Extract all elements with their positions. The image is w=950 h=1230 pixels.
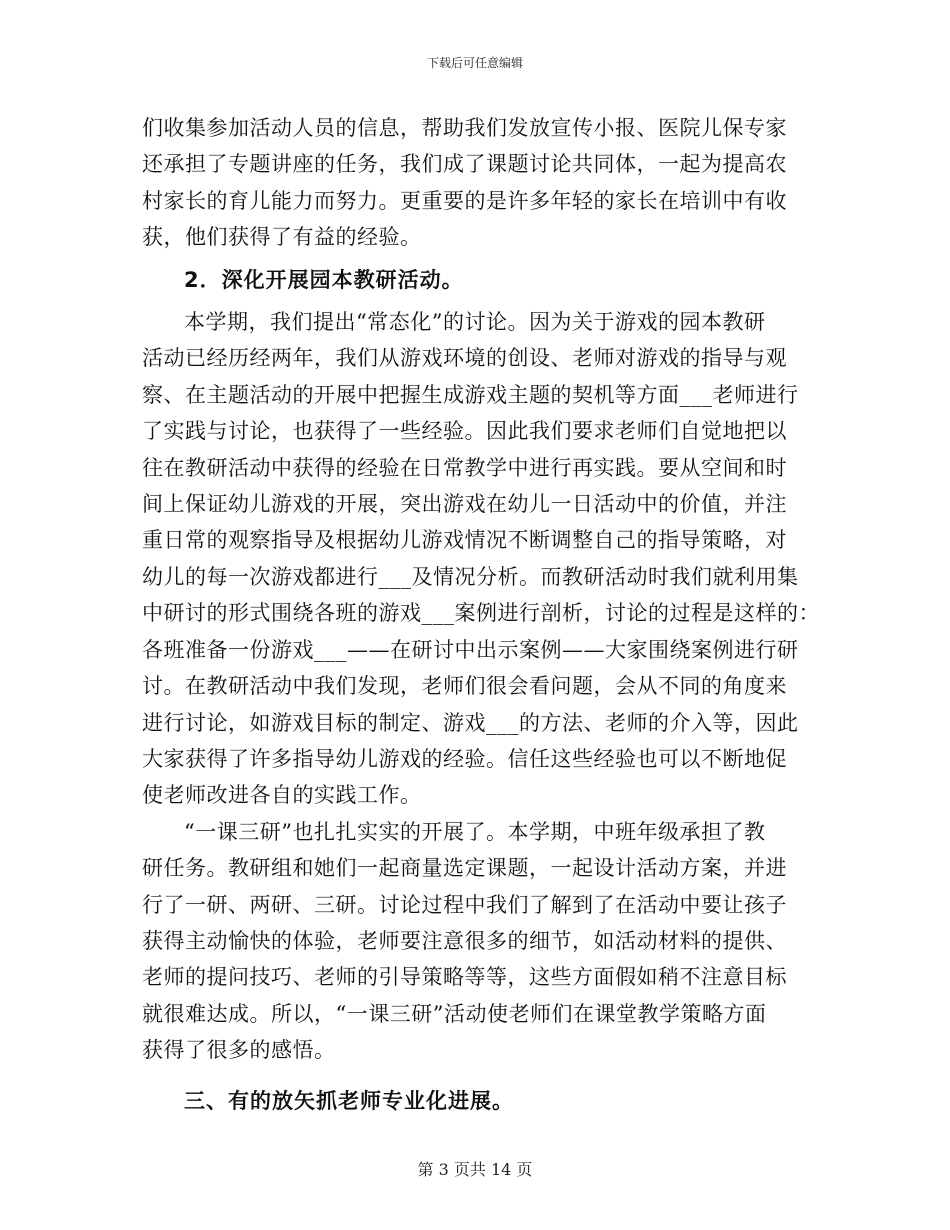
- text-line: 间上保证幼儿游戏的开展，突出游戏在幼儿一日活动中的价值，并注: [142, 492, 787, 517]
- document-body: [142, 110, 820, 1125]
- text-line: 获，他们获得了有益的经验。: [142, 225, 422, 250]
- text-line: 活动已经历经两年，我们从游戏环境的创设、老师对游戏的指导与观: [142, 346, 787, 371]
- text-line: 研任务。教研组和她们一起商量选定课题，一起设计活动方案，并进: [142, 856, 787, 881]
- text-line: 幼儿的每一次游戏都进行___及情况分析。而教研活动时我们就利用集: [142, 564, 799, 589]
- text-line: 就很难达成。所以，“一课三研”活动使老师们在课堂教学策略方面: [142, 1001, 767, 1026]
- text-line: “一课三研”也扎扎实实的开展了。本学期，中班年级承担了教: [184, 819, 766, 844]
- section-heading-2: 2．深化开展园本教研活动。: [184, 267, 464, 292]
- text-line: 察、在主题活动的开展中把握生成游戏主题的契机等方面___老师进行: [142, 382, 799, 407]
- paragraph-3: [142, 814, 802, 1069]
- text-line: 获得了很多的感悟。: [142, 1038, 336, 1063]
- section-heading-3: 三、有的放矢抓老师专业化进展。: [184, 1088, 514, 1113]
- page-number: 第 3 页共 14 页: [417, 1160, 533, 1179]
- text-line: 村家长的育儿能力而努力。更重要的是许多年轻的家长在培训中有收: [142, 188, 787, 213]
- text-line: 讨。在教研活动中我们发现，老师们很会看问题，会从不同的角度来: [142, 674, 787, 699]
- text-line: 往在教研活动中获得的经验在日常教学中进行再实践。要从空间和时: [142, 455, 787, 480]
- text-line: 重日常的观察指导及根据幼儿游戏情况不断调整自己的指导策略，对: [142, 528, 787, 553]
- text-line: 中研讨的形式围绕各班的游戏___案例进行剖析，讨论的过程是这样的：: [142, 601, 820, 626]
- paragraph-2: [142, 304, 820, 814]
- text-line: 各班准备一份游戏___——在研讨中出示案例——大家围绕案例进行研: [142, 637, 799, 662]
- text-line: 进行讨论，如游戏目标的制定、游戏___的方法、老师的介入等，因此: [142, 710, 799, 735]
- text-line: 大家获得了许多指导幼儿游戏的经验。信任这些经验也可以不断地促: [142, 746, 787, 771]
- text-line: 了实践与讨论，也获得了一些经验。因此我们要求老师们自觉地把以: [142, 419, 787, 444]
- paragraph-1: [142, 110, 802, 256]
- text-line: 使老师改进各自的实践工作。: [142, 783, 422, 808]
- text-line: 获得主动愉快的体验，老师要注意很多的细节，如活动材料的提供、: [142, 928, 787, 953]
- text-line: 还承担了专题讲座的任务，我们成了课题讨论共同体，一起为提高农: [142, 152, 787, 177]
- text-line: 行了一研、两研、三研。讨论过程中我们了解到了在活动中要让孩子: [142, 892, 787, 917]
- page-header: 下载后可任意编辑: [426, 56, 523, 70]
- text-line: 老师的提问技巧、老师的引导策略等等，这些方面假如稍不注意目标: [142, 965, 787, 990]
- text-line: 们收集参加活动人员的信息，帮助我们发放宣传小报、医院儿保专家: [142, 116, 787, 140]
- text-line: 本学期，我们提出“常态化”的讨论。因为关于游戏的园本教研: [184, 310, 766, 335]
